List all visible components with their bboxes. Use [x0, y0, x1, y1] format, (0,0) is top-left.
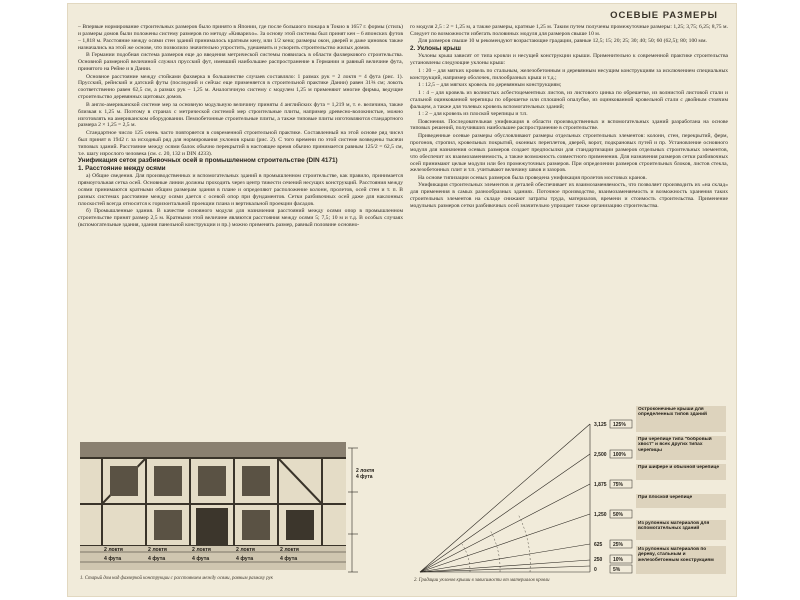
legend-item: Из рулонных материалов для вспомогательных зданий [638, 521, 710, 532]
page-header: ОСЕВЫЕ РАЗМЕРЫ [610, 10, 718, 21]
dim-label: 2 локтя [192, 547, 211, 553]
height-label: 1,250 [594, 512, 607, 518]
legend-item: Из рулонных материалов по дереву, стальным и железобетонным конструкциям [638, 547, 714, 563]
paragraph: а) Общие сведения. Для производственных и вспомогательных зданий в промышленном строительстве, как правило, принимается прямоугольная сетка осей. Основные линии должны проходить через центр тяжести сечений несущих конструкций. Расстояния между осями принимаются кратными общим размерам здания в плане и определяют расположение колонн, пролетов, осей стен и т. п. В разных системах расстояние между осями дается с осевой опор при фундаментов. Сетки разбивочных осей даже для наклонных плоскостей всегда относится к горизонтальной проекции плана и вертикальной проекции фасадов. [78, 173, 403, 207]
book-page [68, 4, 736, 596]
paragraph: Приведенные осевые размеры обусловливают размеры отдельных строительных элементов: колонн, стен, перекрытий, ферм, прогонов, стропил, кровельных покрытий, оконных переплетов, дверей, ворот, подкрановых путей и пр. Установление основного модуля для назначения осевых размеров создает предпосылки для стандартизации размеров отдельных строительных элементов, что обеспечит их взаимозаменяемость, а также возможность совместного применения. Для назначения размеров сетки разбивочных осей принимают целые модули или без промежуточных размеров. При определении размеров строительных блоков, листов стекла, железобетонных плит и т.п. учитывают величину швов и зазоров. [410, 132, 728, 174]
paragraph: Пояснения. Последовательная унификация в области производственных и вспомогательных зданий разработана на основе типовых решений, получивших наибольшее распространение в строительстве. [410, 118, 728, 132]
subsection-heading: 1. Расстояние между осями [78, 164, 166, 172]
subsection-heading: 2. Уклоны крыш [410, 44, 461, 52]
paragraph: 1 : 20 – для мягких кровель по стальным, железобетонным и деревянным несущим конструкциям за исключением специальных конструкций, например оболочек, пилообразных крыш и т.д.; [410, 67, 728, 81]
dim-label: 2 локтя [148, 547, 167, 553]
height-label: 3,125 [594, 422, 607, 428]
dim-label: 4 фута [192, 556, 210, 562]
paragraph: Уклоны крыш зависят от типа кровли и несущей конструкции крыши. Применительно к современной практике строительства установлены следующие уклоны крыш: [410, 53, 728, 67]
dim-label: 4 фута [104, 556, 122, 562]
paragraph: б) Промышленные здания. В качестве основного модуля для назначения расстояний между осями опор в промышленном строительстве принят размер 2,5 м. Кратными этой величине являются расстояния между осями 5; 7,5; 10 м и т.д. В особых случаях (вспомогательные здания, здания панельной конструкции и пр.) можно применять размер, равный половине основно- [78, 208, 403, 229]
dim-label: 4 фута [148, 556, 166, 562]
height-label: 1,875 [594, 482, 607, 488]
figure-caption: 1. Старый дом над фахверкой конструкции с расстоянием между осями, равным размаху рук [80, 576, 273, 581]
paragraph: 1 : 12,5 – для мягких кровель по деревянным конструкциям; [418, 82, 562, 89]
dim-label: 2 локтя [280, 547, 299, 553]
height-label: 250 [594, 557, 603, 563]
paragraph: Стандартное число 125 очень часто повторяется в современной строительной практике. Составленный на этой основе ряд чисел был принят в 1942 г. за исходный ряд для нормирования уклонов крыш (рис. 2). С того времени по этой системе возведены тысячи типовых зданий. Расстояние между осями балок обычно перекрытий в настоящее время обычно принимается равным 125/2 = 62,5 см, т.е. шагу изрослого человека (см. с. 20, 132 и DIN 4233). [78, 129, 403, 157]
paragraph: 1 : 4 – для кровель из волнистых асбестоцементных листов, из листового цинка по обрешетке, из волнистой листовой стали и стальной оцинкованной черепицы по обрешетке или сплошной опалубке, из оцинкованной кровельной стали с двойным стоячим фальцем, а также для толевых кровель вспомогательных зданий; [410, 89, 728, 110]
paragraph: Для размеров свыше 10 м рекомендуют возрастающие градации, равные 12,5; 15; 20; 25; 30; 40; 50; 60 (62,5); 80; 100 мм. [418, 38, 707, 45]
paragraph: го модуля 2,5 : 2 = 1,25 м, а также размеры, кратные 1,25 м. Таким путем получены промежуточные размеры: 1,25; 3,75; 6,25; 8,75 м. Следует по возможности избегать половиных модуля для размеров свыше 10 м. [410, 24, 728, 37]
pct-label: 50% [613, 512, 624, 518]
legend-item: При плоской черепице [638, 495, 693, 500]
paragraph: – Впервые нормирование строительных размеров было принято в Японии, где после большого пожара в Токио в 1657 г. формы (стиль) и размеры домов были положены систему размеров по методу «Кивариxо». За основу этой системы был принят кен – 6 японских футов – 1,818 м. Расстояние между осями стен зданий принималось кратным кену, или 1/2 кена; размеры окон, дверей и даже циновок также назначались на этой же основе, что позволило значительно упростить, удешевить и ускорить строительство жилых домов. [78, 24, 403, 51]
half-timbered-house-figure [80, 442, 346, 570]
pct-label: 5% [613, 567, 621, 573]
dim-label: 2 локтя [104, 547, 123, 553]
dim-label: 2 локтя [236, 547, 255, 553]
legend-item: Остроконечные крыши для определенных типов зданий [638, 407, 707, 418]
dim-label: 2 локтя [356, 468, 375, 474]
paragraph: На основе типизации осевых размеров была проведена унификация пролетов мостовых кранов. [418, 174, 647, 181]
dim-label: 4 фута [236, 556, 254, 562]
vertical-dimension-chain [348, 444, 400, 576]
dim-label: 4 фута [280, 556, 298, 562]
dim-label: 4 фута [356, 474, 373, 480]
height-label: 0 [594, 567, 597, 573]
paragraph: 1 : 2 – для кровель из плоской черепицы и т.п. [418, 111, 528, 118]
height-label: 625 [594, 542, 603, 548]
section-heading: Унификация сеток разбивочных осей в промышленном строительстве (DIN 4171) [78, 157, 338, 165]
right-column [410, 24, 728, 211]
left-column [78, 24, 403, 230]
paragraph: Унификация строительных элементов и деталей обеспечивает их взаимозаменяемость, что позволяет производить их «на склад» для применения в самых разнообразных зданиях. Поточное производство, взаимозаменяемость и возможность хранения таких строительных элементов на складе снижают затраты труда, материалов, времени и стоимость строительства. Применение модульных размеров сетки разбивочных осей значительно упрощает также организацию строительства. [410, 182, 728, 210]
pct-label: 75% [613, 482, 624, 488]
pct-label: 10% [613, 557, 624, 563]
paragraph: Основное расстояние между стойками фахверка в большинстве случаев составляло: 1 размах рук = 2 локтя = 4 фута (рис. 1). Прусский, рейнский и датский футы (последний и сейчас еще применяется в строительной практике Дании) равен 31⅜ см; локоть соответственно равен 62,5 см, а размах рук – 1,25 м. Аналогичную систему с модулем 1,25 м применяют многие фирмы, ведущие строительство деревянных щитовых домов. [78, 73, 403, 101]
legend-item: При черепице типа "бобровый хвост" и всех других типах черепицы [638, 437, 712, 453]
paragraph: В Германии подобная система размеров еще до введения метрической системы появилась в области фахверкового строительства. Основной размерной величиной служил прусский фут, имевший наибольшее распространение в Германии и равный величине фута, принятого на Рейне и в Дании. [78, 52, 403, 73]
roof-slope-diagram [410, 404, 728, 576]
height-label: 2,500 [594, 452, 607, 458]
figure-caption: 2. Градации уклонов крыши в зависимости от материалов кровли [414, 578, 550, 583]
paragraph: В англо-американской системе мер за основную модульную величину приняты 4 английских фута = 1,219 м, т. е. величина, также близкая к 1,25 м. Поэтому в странах с метрической системой мер строительные плиты, например древесно-волокнистые, можно изготовлять на американском оборудовании. Пемзобетонные строительные плиты, а также типовые плиты изготовляются стандартного размера 2 × 1,25 = 2,5 м. [78, 101, 403, 129]
pct-label: 25% [613, 542, 624, 548]
pct-label: 125% [613, 422, 626, 428]
pct-label: 100% [613, 452, 626, 458]
legend-item: При шифере и обычной черепице [638, 465, 720, 470]
